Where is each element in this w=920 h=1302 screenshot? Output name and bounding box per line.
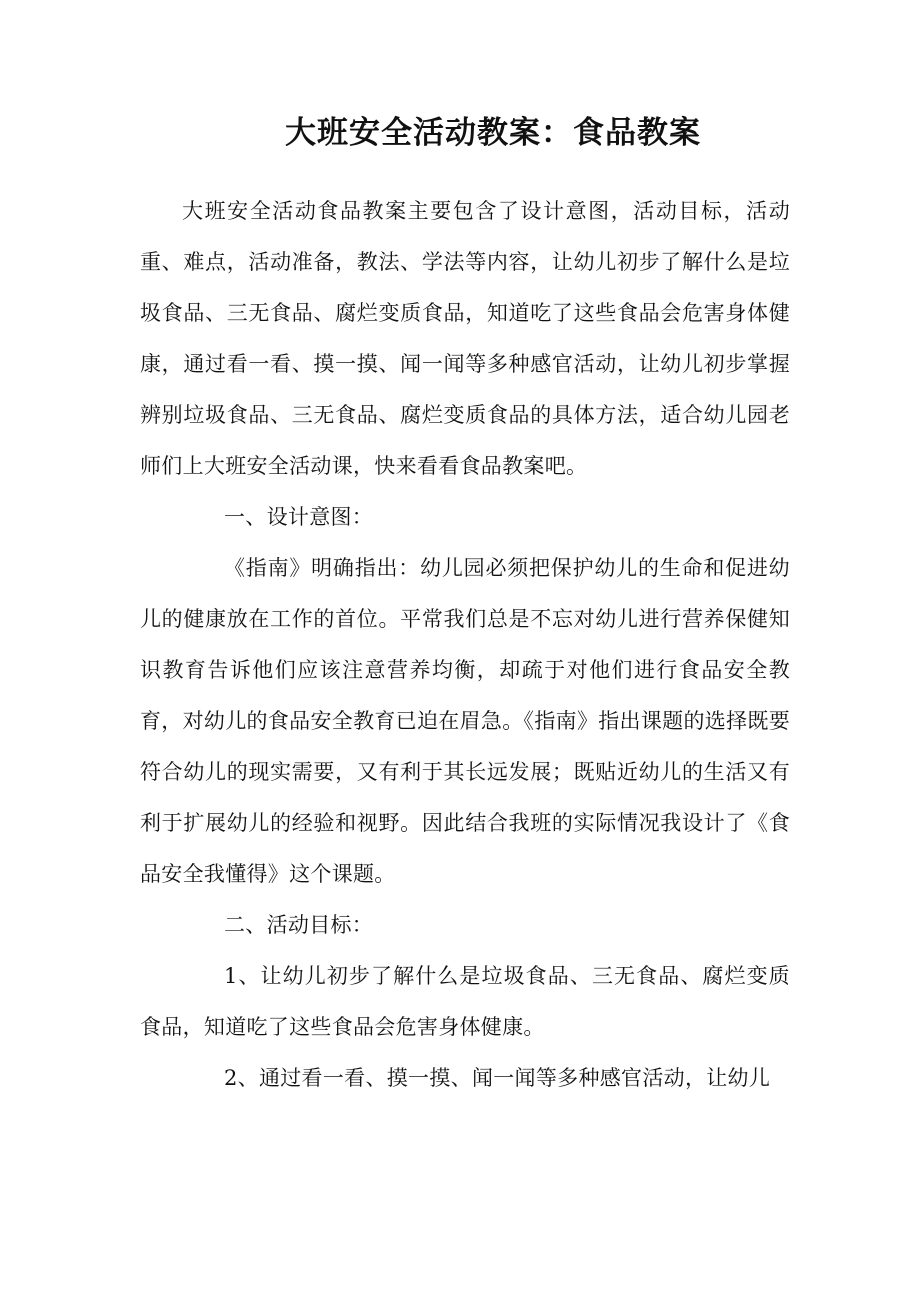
document-title: 大班安全活动教案：食品教案 (285, 115, 701, 151)
goal-item-1: 1、让幼儿初步了解什么是垃圾食品、三无食品、腐烂变质食品，知道吃了这些食品会危害身体健康。 (140, 964, 790, 1039)
goal-item-2: 2、通过看一看、摸一摸、闻一闻等多种感官活动，让幼儿 (224, 1066, 771, 1090)
document-body (140, 186, 790, 1104)
section-heading-activity-goals: 二、活动目标： (224, 913, 374, 937)
section-heading-design-intent: 一、设计意图： (224, 505, 374, 529)
design-intent-paragraph: 《指南》明确指出：幼儿园必须把保护幼儿的生命和促进幼儿的健康放在工作的首位。平常我们总是不忘对幼儿进行营养保健知识教育告诉他们应该注意营养均衡，却疏于对他们进行食品安全教育，对幼儿的食品安全教育已迫在眉急。《指南》指出课题的选择既要符合幼儿的现实需要，又有利于其长远发展；既贴近幼儿的生活又有利于扩展幼儿的经验和视野。因此结合我班的实际情况我设计了《食品安全我懂得》这个课题。 (140, 556, 790, 886)
intro-paragraph: 大班安全活动食品教案主要包含了设计意图，活动目标，活动重、难点，活动准备，教法、学法等内容，让幼儿初步了解什么是垃圾食品、三无食品、腐烂变质食品，知道吃了这些食品会危害身体健康，通过看一看、摸一摸、闻一闻等多种感官活动，让幼儿初步掌握辨别垃圾食品、三无食品、腐烂变质食品的具体方法，适合幼儿园老师们上大班安全活动课，快来看看食品教案吧。 (140, 199, 790, 478)
